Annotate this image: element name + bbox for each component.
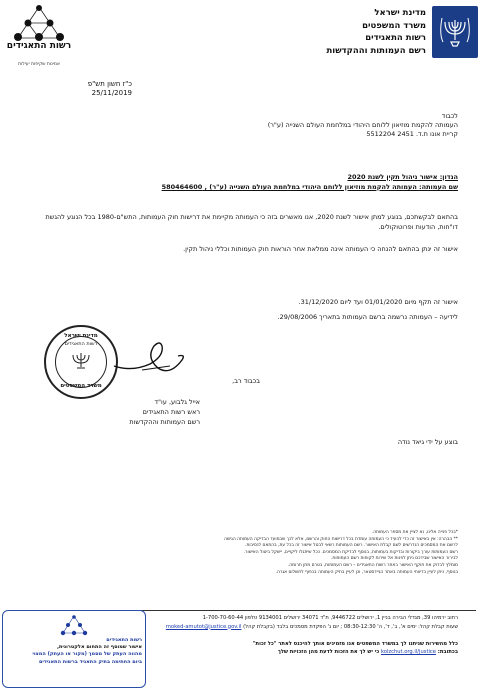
- signer-role-authority: ראש רשות התאגידים: [142, 408, 200, 416]
- footnotes: [28, 530, 458, 576]
- header-line-ministry: משרד המשפטים: [362, 20, 426, 31]
- footnote: רשם העמותות עורך ביקורות ובדיקות בעמותות, בנוסף לבדיקת המסמכים. ככל שיתגלו ליקויים, יישקל ביטול האישור.: [243, 549, 458, 555]
- date-hebrew: כ"ז חשון תש"פ: [87, 80, 132, 88]
- footer-note-prefix: בכתובת:: [437, 649, 458, 655]
- stamp-menorah-icon: [68, 351, 94, 371]
- body-paragraph-validity: אישור זה תקף מיום 01/01/2020 ועד ליום 31/12/2020.: [298, 298, 458, 306]
- executed-by: בוצע על ידי גיאד נודה: [397, 438, 458, 446]
- footer-note-bold: כלל מהשירות שניתנו לך במשרד המשפטים אנו מזמינים אותך להיכנס לאתר "כל זכות": [252, 641, 458, 647]
- official-stamp: [44, 325, 118, 399]
- electronic-signature-text: [6, 637, 142, 666]
- body-paragraph-condition: אישור זה ינתן בהתאם להנחה כי העמותה אינה ממלאת אחר הוראות חוק העמותות וכללי ניהול תקין.: [183, 245, 458, 253]
- footnote: מומלץ לבדוק את תוקף האישור באתר רשות התאגידים – רשם העמותות, בטרם מתן תרומה.: [287, 562, 458, 568]
- subject-title: הנדון: אישור ניהול תקין לשנת 2020: [347, 173, 458, 181]
- footnote: *בכל פנייה אלינו, נא לציין את מספר העמותה.: [371, 530, 458, 535]
- mini-authority-logo-icon: [57, 614, 91, 636]
- footer-hours-line: [138, 623, 458, 632]
- footnote: לבירור האישור שבידכם ניתן לפנות אל שירות לקוחות רשם העמותות.: [331, 556, 458, 562]
- footer-email-link[interactable]: moked-amutot@justice.gov.il: [165, 623, 242, 630]
- stamp-text-bottom: משרד המשפטים: [60, 383, 102, 389]
- footnote: ** הבהרה: אין באישור זה כדי להעיד כי העמותה עומדת בכל דרישות החוק והרשם, אלא לכך שבמועד הבדיקה העמותה הגישה: [224, 536, 458, 542]
- kolzchut-link[interactable]: kolzchut.org.il/justice: [380, 649, 436, 655]
- addressee-name: העמותה להקמת מוזיאון ללוחם היהודי במלחמת העולם השנייה (ע"ר): [267, 121, 458, 129]
- addressee-block: [148, 112, 458, 139]
- logo-tagline: אמינות שקיפות יעילות: [18, 62, 60, 67]
- footer-note-suffix: כי יש לך את הזכות לדעת מהן הזכויות שלך: [277, 649, 380, 655]
- header-line-registrar: רשם העמותות וההקדשות: [326, 45, 426, 56]
- body-paragraph-approval: בהתאם לבקשתכם, בנוגע למתן אישור לשנת 2020, אנו מאשרים בזה כי העמותה מקיימת את דרישות חוק העמותות, התש"ם-1980 בכל הנוגע להגשת דו"חות, הודעות ופרוטוקולים.: [45, 213, 458, 231]
- footer-address-line: רחוב ירמיהו 39, מגדלי הבירה בניין 1, ירושלים 9446722, ת"ד 34071 ירושלים 9134001 טלפון 1-700-70-60-44: [202, 615, 458, 621]
- signature-regards: בכבוד רב,: [232, 377, 260, 385]
- esign-line-2: אישור שמוסף זה התחום אלקטרונית,: [57, 644, 142, 651]
- header-line-state: מדינת ישראל: [374, 8, 426, 18]
- footer-address: [138, 614, 458, 631]
- signer-name: אייל גלבוע, עו"ד: [154, 398, 200, 406]
- footer-note: [138, 640, 458, 656]
- subject-block: [38, 172, 458, 192]
- subject-organization: שם העמותה: העמותה להקמת מוזיאון ללוחם היהודי במלחמת העולם השנייה (ע"ר) , 580464600: [161, 183, 458, 191]
- state-emblem-icon: [432, 6, 478, 58]
- esign-line-4: ביום החתימה בתיק התאגיד ברשות התאגידים: [38, 658, 142, 665]
- footnote: בנוסף, ניתן לעיין בדיווחי העמותה באתר הגיידסטאר, וכן לעיין בתיק העמותה בכפוף לתשלום אגרה.: [275, 569, 458, 575]
- corporations-authority-logo-icon: [6, 4, 72, 68]
- handwritten-signature-icon: [112, 338, 192, 378]
- addressee-address: קריית אונו ת.ד. 2451 5512204: [366, 130, 458, 138]
- stamp-text-authority: רשות התאגידים: [64, 341, 98, 347]
- signer-role-registrar: רשם העמותות וההקדשות: [129, 418, 200, 426]
- stamp-text-top: מדינת ישראל: [64, 333, 98, 339]
- header-line-authority: רשות התאגידים: [365, 33, 426, 43]
- date-gregorian: 25/11/2019: [91, 89, 132, 97]
- addressee-greeting: לכבוד: [441, 112, 458, 120]
- logo-name: רשות התאגידים: [6, 41, 72, 51]
- header-title-block: [246, 7, 426, 57]
- letter-date: [12, 80, 132, 98]
- footer-note-link-line: [138, 648, 458, 656]
- electronic-signature-box: [2, 610, 146, 688]
- signer-block: [0, 397, 200, 427]
- esign-line-authority: רשות התאגידים: [106, 637, 142, 643]
- footer-hours: שעות קבלת קהל: ימים א', ב', ד', ה' 08:30-12:30 ; יום ג' הפקדת מסמכים בלבד (בקבלת קהל): [243, 623, 458, 630]
- menorah-icon: [439, 12, 471, 52]
- network-triangle-icon: [6, 4, 72, 42]
- esign-line-3: מהווה העתק של מסמך (מקור או העתק) המצוי: [32, 651, 142, 658]
- body-paragraph-registration: לידיעה – העמותה נרשמה ברשם העמותות בתאריך 29/08/2006.: [277, 313, 458, 321]
- footnote: לרשם את המסמכים הנדרשים לשם קבלת האישור. רשם העמותות רשאי לבטל אישור זה בכל עת, בהתאם לנסיבות.: [245, 543, 458, 549]
